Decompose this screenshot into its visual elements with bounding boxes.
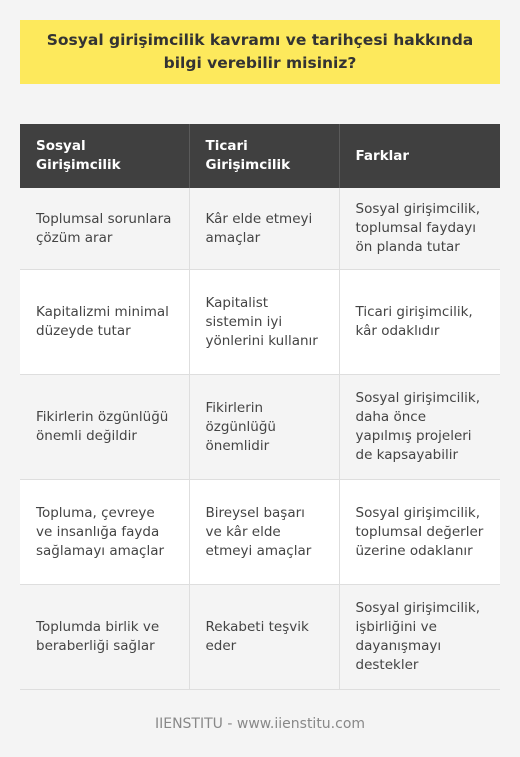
table-cell: Rekabeti teşvik eder (189, 585, 339, 690)
table-cell: Kâr elde etmeyi amaçlar (189, 188, 339, 270)
header-ticari-girisimcilik: Ticari Girişimcilik (189, 124, 339, 188)
table-cell: Sosyal girişimcilik, işbirliğini ve dayanışmayı destekler (339, 585, 500, 690)
table-cell: Ticari girişimcilik, kâr odaklıdır (339, 270, 500, 375)
table-cell: Toplumsal sorunlara çözüm arar (20, 188, 189, 270)
table-row (20, 480, 500, 585)
table-cell: Toplumda birlik ve beraberliği sağlar (20, 585, 189, 690)
table-cell: Kapitalizmi minimal düzeyde tutar (20, 270, 189, 375)
table-cell: Topluma, çevreye ve insanlığa fayda sağlamayı amaçlar (20, 480, 189, 585)
table-row (20, 585, 500, 690)
table-cell: Sosyal girişimcilik, toplumsal faydayı ön planda tutar (339, 188, 500, 270)
header-sosyal-girisimcilik: Sosyal Girişimcilik (20, 124, 189, 188)
table-cell: Sosyal girişimcilik, daha önce yapılmış projeleri de kapsayabilir (339, 375, 500, 480)
table-cell: Sosyal girişimcilik, toplumsal değerler üzerine odaklanır (339, 480, 500, 585)
header-farklar: Farklar (339, 124, 500, 188)
table-cell: Fikirlerin özgünlüğü önemli değildir (20, 375, 189, 480)
table-row (20, 375, 500, 480)
table-header-row (20, 124, 500, 188)
table-cell: Kapitalist sistemin iyi yönlerini kullanır (189, 270, 339, 375)
comparison-table (20, 124, 500, 690)
table-row (20, 188, 500, 270)
page-title: Sosyal girişimcilik kavramı ve tarihçesi hakkında bilgi verebilir misiniz? (46, 31, 474, 72)
table-row (20, 270, 500, 375)
table-cell: Fikirlerin özgünlüğü önemlidir (189, 375, 339, 480)
title-banner (20, 20, 500, 84)
footer-credit: IIENSTITU - www.iienstitu.com (154, 716, 366, 732)
table-cell: Bireysel başarı ve kâr elde etmeyi amaçlar (189, 480, 339, 585)
